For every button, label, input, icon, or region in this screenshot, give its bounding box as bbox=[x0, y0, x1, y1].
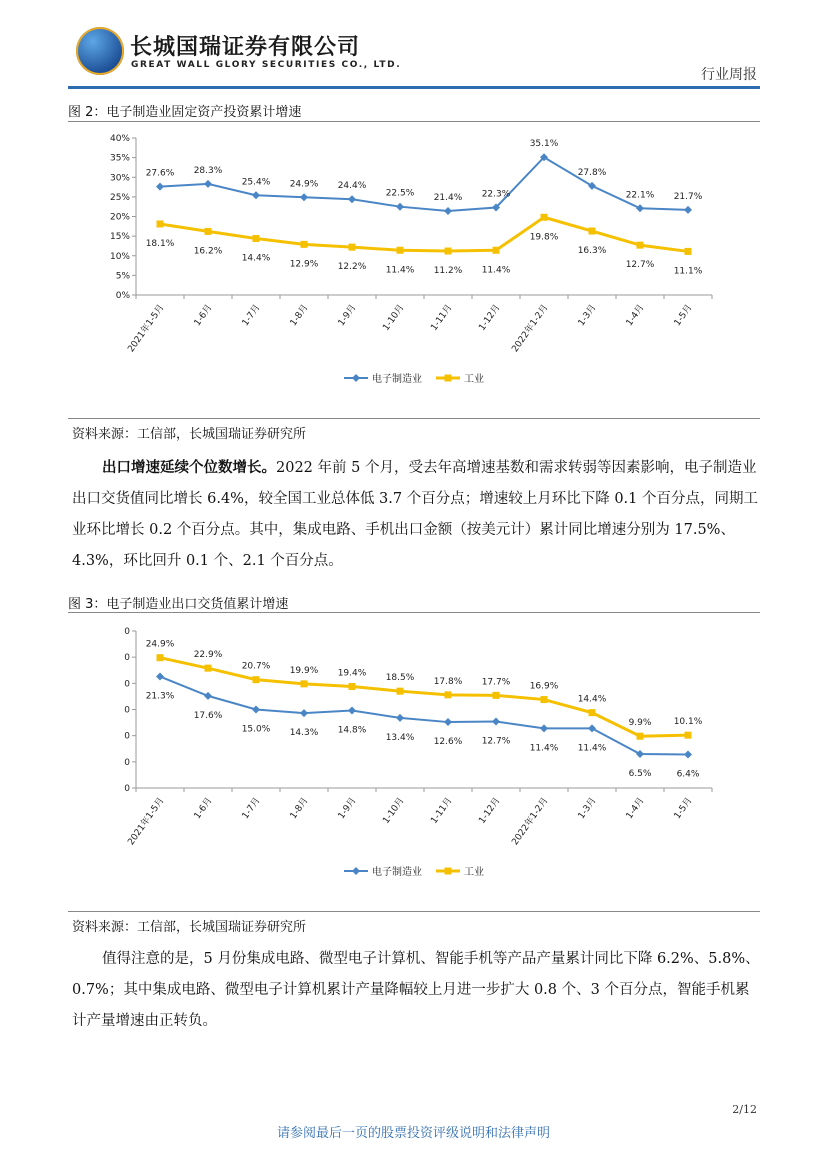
data-point bbox=[589, 709, 596, 716]
data-point bbox=[300, 709, 308, 717]
figure3-title: 图 3：电子制造业出口交货值累计增速 bbox=[68, 597, 289, 612]
figure2-chart bbox=[68, 122, 760, 416]
x-tick-label: 2021年1-5月 bbox=[126, 302, 167, 355]
legend-label: 工业 bbox=[464, 374, 484, 385]
data-point bbox=[541, 214, 548, 221]
data-label: 18.1% bbox=[145, 238, 175, 249]
x-tick-label: 1-6月 bbox=[192, 795, 215, 822]
data-label: 16.9% bbox=[529, 681, 559, 692]
paragraph-production: 值得注意的是，5 月份集成电路、微型电子计算机、智能手机等产品产量累计同比下降 6.2%、5.8%、0.7%；其中集成电路、微型电子计算机累计产量降幅较上月进一步扩大 0.8 个、3 个百分点，智能手机累计产量增速由正转负。 bbox=[72, 951, 760, 1029]
data-point bbox=[205, 228, 212, 235]
data-label: 21.7% bbox=[673, 191, 703, 202]
data-label: 22.9% bbox=[193, 650, 223, 661]
figure3-bottom-rule bbox=[68, 911, 760, 912]
x-tick-label: 1-10月 bbox=[381, 302, 407, 333]
header-divider bbox=[68, 86, 760, 89]
x-tick-label: 1-5月 bbox=[672, 795, 695, 822]
data-point bbox=[349, 683, 356, 690]
figure2-source: 资料来源：工信部，长城国瑞证券研究所 bbox=[72, 427, 307, 442]
x-tick-label: 1-8月 bbox=[288, 302, 311, 329]
data-label: 24.9% bbox=[145, 639, 175, 650]
x-tick-label: 2022年1-2月 bbox=[510, 795, 551, 848]
data-point bbox=[301, 241, 308, 248]
data-point bbox=[540, 724, 548, 732]
series-line bbox=[160, 157, 688, 211]
data-point bbox=[348, 195, 356, 203]
series-line bbox=[160, 217, 688, 251]
data-label: 11.2% bbox=[433, 266, 463, 277]
data-label: 16.3% bbox=[577, 246, 607, 257]
data-label: 11.4% bbox=[385, 265, 415, 276]
figure2-bottom-rule bbox=[68, 418, 760, 419]
data-label: 22.5% bbox=[385, 188, 415, 199]
data-label: 11.1% bbox=[673, 266, 703, 277]
data-label: 20.7% bbox=[241, 661, 271, 672]
data-point bbox=[156, 673, 164, 681]
company-name-cn: 长城国瑞证券有限公司 bbox=[130, 35, 361, 60]
data-label: 17.8% bbox=[433, 676, 463, 687]
y-tick-label: 10% bbox=[109, 251, 130, 262]
data-label: 13.4% bbox=[385, 732, 415, 743]
data-label: 12.6% bbox=[433, 737, 463, 748]
data-label: 12.2% bbox=[337, 262, 367, 273]
y-tick-label: 15% bbox=[109, 232, 130, 243]
data-point bbox=[348, 707, 356, 715]
data-label: 27.8% bbox=[577, 167, 607, 178]
series-line bbox=[160, 677, 688, 755]
x-tick-label: 1-12月 bbox=[477, 302, 503, 333]
data-point bbox=[396, 203, 404, 211]
y-tick-label: 0% bbox=[115, 291, 130, 301]
data-point bbox=[493, 692, 500, 699]
data-label: 27.6% bbox=[145, 168, 175, 179]
data-point bbox=[397, 247, 404, 254]
y-tick-label: 0 bbox=[124, 784, 130, 794]
data-label: 24.9% bbox=[289, 179, 319, 190]
data-label: 16.2% bbox=[193, 246, 223, 257]
data-point bbox=[684, 206, 692, 214]
figure3-chart bbox=[68, 613, 760, 909]
data-point bbox=[157, 654, 164, 661]
data-point bbox=[636, 750, 644, 758]
legend-marker bbox=[445, 375, 452, 382]
data-label: 14.4% bbox=[241, 253, 271, 264]
data-label: 15.0% bbox=[241, 724, 271, 735]
data-point bbox=[493, 247, 500, 254]
data-label: 22.3% bbox=[481, 189, 511, 200]
y-tick-label: 0 bbox=[124, 627, 130, 637]
data-label: 10.1% bbox=[673, 717, 703, 728]
x-tick-label: 1-12月 bbox=[477, 795, 503, 826]
x-tick-label: 1-11月 bbox=[429, 302, 455, 333]
data-label: 14.3% bbox=[289, 728, 319, 739]
data-point bbox=[204, 692, 212, 700]
report-type: 行业周报 bbox=[701, 67, 757, 83]
y-tick-label: 40% bbox=[109, 134, 130, 144]
data-label: 6.4% bbox=[676, 769, 700, 780]
x-tick-label: 1-11月 bbox=[429, 795, 455, 826]
paragraph-lead: 出口增速延续个位数增长。 bbox=[102, 459, 276, 476]
data-label: 12.7% bbox=[625, 260, 655, 271]
data-point bbox=[588, 724, 596, 732]
data-label: 14.4% bbox=[577, 694, 607, 705]
data-label: 17.6% bbox=[193, 710, 223, 721]
x-tick-label: 1-10月 bbox=[381, 795, 407, 826]
data-label: 19.8% bbox=[529, 232, 559, 243]
data-point bbox=[444, 207, 452, 215]
data-point bbox=[589, 228, 596, 235]
legend-marker bbox=[352, 374, 360, 382]
data-point bbox=[445, 691, 452, 698]
y-tick-label: 25% bbox=[109, 192, 130, 203]
x-tick-label: 1-6月 bbox=[192, 302, 215, 329]
data-point bbox=[396, 714, 404, 722]
data-point bbox=[541, 696, 548, 703]
x-tick-label: 1-9月 bbox=[336, 795, 359, 822]
data-point bbox=[301, 680, 308, 687]
legend-label: 工业 bbox=[464, 867, 484, 878]
y-tick-label: 0 bbox=[124, 679, 130, 690]
series-line bbox=[160, 658, 688, 737]
x-tick-label: 1-5月 bbox=[672, 302, 695, 329]
data-label: 11.4% bbox=[529, 743, 559, 754]
data-point bbox=[252, 191, 260, 199]
data-point bbox=[636, 204, 644, 212]
data-point bbox=[685, 248, 692, 255]
x-tick-label: 1-3月 bbox=[576, 302, 599, 329]
y-tick-label: 0 bbox=[124, 757, 130, 768]
data-label: 24.4% bbox=[337, 181, 367, 192]
x-tick-label: 2021年1-5月 bbox=[126, 795, 167, 848]
company-logo-icon bbox=[76, 27, 124, 75]
data-label: 14.8% bbox=[337, 725, 367, 736]
data-label: 6.5% bbox=[628, 768, 652, 779]
x-tick-label: 1-9月 bbox=[336, 302, 359, 329]
x-tick-label: 1-7月 bbox=[240, 302, 263, 329]
x-tick-label: 1-4月 bbox=[624, 302, 647, 329]
y-tick-label: 30% bbox=[109, 173, 130, 184]
legend-marker bbox=[445, 868, 452, 875]
y-tick-label: 0 bbox=[124, 705, 130, 716]
y-tick-label: 35% bbox=[109, 153, 130, 164]
data-point bbox=[253, 676, 260, 683]
x-tick-label: 1-3月 bbox=[576, 795, 599, 822]
paragraph-export-growth bbox=[72, 452, 760, 577]
data-label: 11.4% bbox=[481, 265, 511, 276]
disclaimer-footer: 请参阅最后一页的股票投资评级说明和法律声明 bbox=[276, 1126, 550, 1141]
data-point bbox=[637, 242, 644, 249]
data-label: 9.9% bbox=[628, 718, 652, 729]
y-tick-label: 20% bbox=[109, 212, 130, 223]
data-label: 25.4% bbox=[241, 177, 271, 188]
y-tick-label: 0 bbox=[124, 731, 130, 742]
data-point bbox=[204, 180, 212, 188]
x-tick-label: 1-7月 bbox=[240, 795, 263, 822]
legend-label: 电子制造业 bbox=[372, 867, 422, 878]
data-point bbox=[157, 220, 164, 227]
x-tick-label: 1-8月 bbox=[288, 795, 311, 822]
data-label: 12.7% bbox=[481, 736, 511, 747]
data-point bbox=[252, 706, 260, 714]
y-tick-label: 0 bbox=[124, 653, 130, 664]
data-point bbox=[492, 718, 500, 726]
page-number: 2/12 bbox=[732, 1103, 757, 1116]
data-point bbox=[156, 183, 164, 191]
x-tick-label: 2022年1-2月 bbox=[510, 302, 551, 355]
data-label: 28.3% bbox=[193, 165, 223, 176]
data-point bbox=[445, 248, 452, 255]
data-label: 17.7% bbox=[481, 677, 511, 688]
figure2-title: 图 2：电子制造业固定资产投资累计增速 bbox=[68, 105, 302, 120]
data-label: 21.4% bbox=[433, 193, 463, 204]
data-label: 12.9% bbox=[289, 259, 319, 270]
data-point bbox=[637, 733, 644, 740]
data-point bbox=[205, 665, 212, 672]
figure3-source: 资料来源：工信部，长城国瑞证券研究所 bbox=[72, 920, 307, 935]
data-label: 19.4% bbox=[337, 668, 367, 679]
data-point bbox=[685, 732, 692, 739]
data-label: 21.3% bbox=[145, 691, 175, 702]
data-point bbox=[684, 751, 692, 759]
data-point bbox=[444, 718, 452, 726]
data-point bbox=[253, 235, 260, 242]
data-label: 22.1% bbox=[625, 190, 655, 201]
data-label: 11.4% bbox=[577, 743, 607, 754]
data-point bbox=[397, 688, 404, 695]
x-tick-label: 1-4月 bbox=[624, 795, 647, 822]
data-label: 19.9% bbox=[289, 665, 319, 676]
company-name-en: GREAT WALL GLORY SECURITIES CO., LTD. bbox=[131, 60, 402, 70]
data-point bbox=[300, 193, 308, 201]
data-label: 35.1% bbox=[529, 139, 559, 150]
data-label: 18.5% bbox=[385, 673, 415, 684]
y-tick-label: 5% bbox=[115, 271, 130, 282]
legend-marker bbox=[352, 867, 360, 875]
legend-label: 电子制造业 bbox=[372, 374, 422, 385]
data-point bbox=[349, 244, 356, 251]
paragraph-body: 2022 年前 5 个月，受去年高增速基数和需求转弱等因素影响，电子制造业出口交货值同比增长 6.4%，较全国工业总体低 3.7 个百分点；增速较上月环比下降 0.1 个百分点，同期工业环比增长 0.2 个百分点。其中，集成电路、手机出口金额（按美元计）累计同比增速分别为 17.5%、4.3%，环比回升 0.1 个、2.1 个百分点。 bbox=[72, 460, 758, 569]
